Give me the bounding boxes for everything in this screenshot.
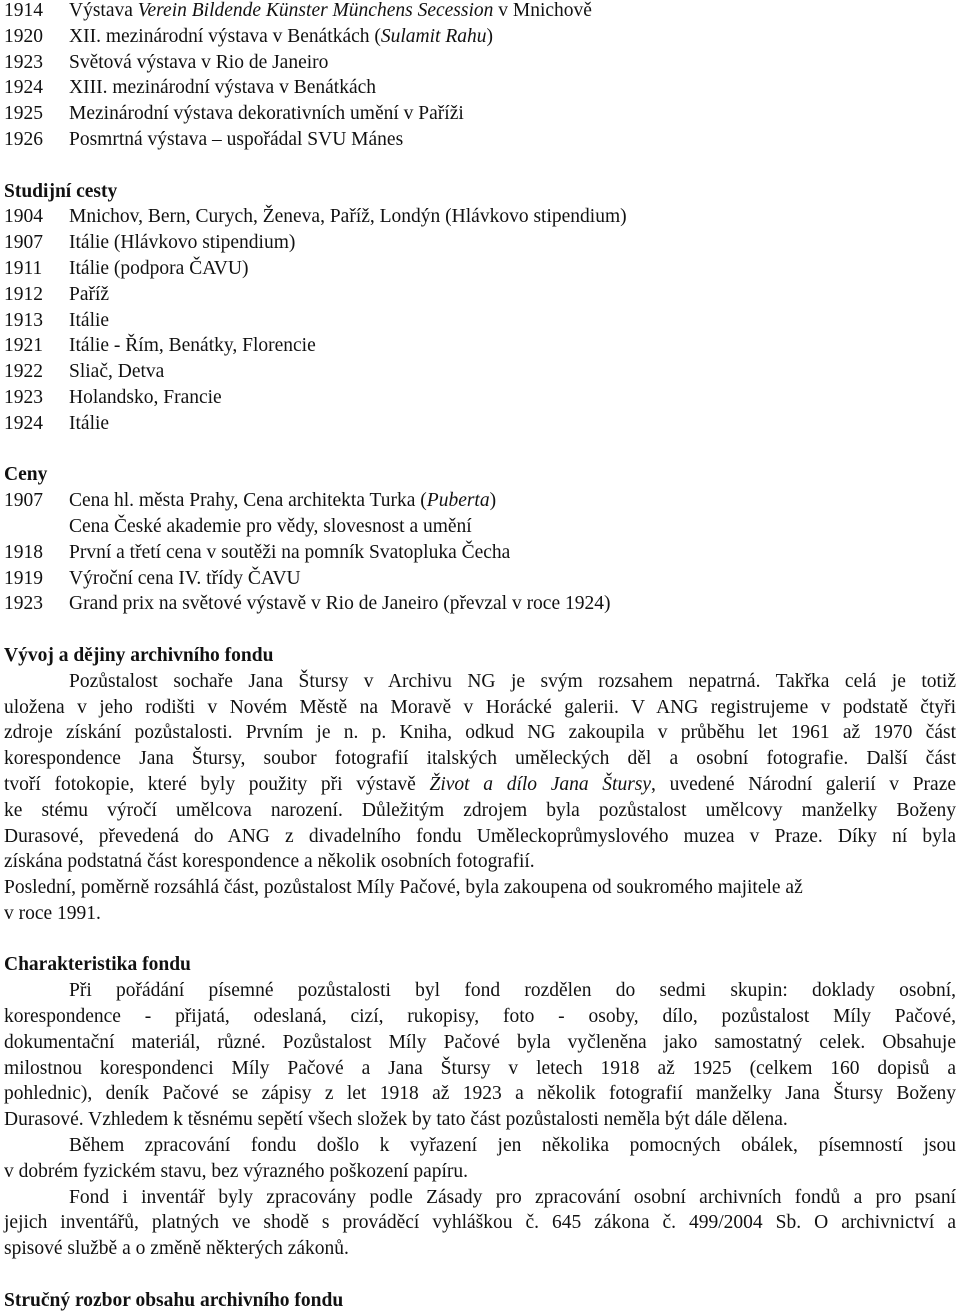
list-item: 1911 Itálie (podpora ČAVU) <box>4 257 249 279</box>
year: 1925 <box>4 103 43 125</box>
exhibitions-list <box>4 0 956 153</box>
paragraph: Při pořádání písemné pozůstalosti byl fond rozdělen do sedmi skupin: doklady osobní, korespondence - přijatá, odeslaná, cizí, rukopisy, foto - osoby, dílo, pozůstalost Míly Pačové, dokumentační materiál, různé. Pozůstalost Míly Pačové byla vyčleněna jako samostatný celek. Obsahuje milostnou korespondenci Míly Pačové a Jana Štursy v letech 1918 až 1925 (celkem 160 dopisů a pohlednic), deník Pačové se zápisy z let 1918 až 1923 a několik fotografií manželky Jana Štursy Boženy Durasové. Vzhledem k těsnému sepětí všech složek by tato část pozůstalosti neměla být dále dělena. <box>4 980 956 1131</box>
list-item: 1920 XII. mezinárodní výstava v Benátkách (Sulamit Rahu) <box>4 24 956 50</box>
awards-list <box>4 488 956 617</box>
list-item: 1923 Světová výstava v Rio de Janeiro <box>4 50 956 76</box>
section-heading-characteristics: Charakteristika fondu <box>4 954 191 976</box>
list-item: 1912 Paříž <box>4 283 110 305</box>
list-item: 1907 Cena hl. města Prahy, Cena architekta Turka (Puberta) <box>4 490 497 512</box>
year: 1914 <box>4 0 43 21</box>
list-item: 1924 XIII. mezinárodní výstava v Benátkách <box>4 75 956 101</box>
paragraph: Fond i inventář byly zpracovány podle Zásady pro zpracování osobní archivních fondů a pro psaní jejich inventářů, platných ve shodě s prováděcí vyhláškou č. 645 zákona č. 499/2004 Sb. O archivnictví a spisové službě a o změně některých zákonů. <box>4 1186 956 1260</box>
year: 1923 <box>4 51 43 73</box>
paragraph: Poslední, poměrně rozsáhlá část, pozůstalost Míly Pačové, byla zakoupena od soukromého majitele až v roce 1991. <box>4 877 803 924</box>
paragraph: Pozůstalost sochaře Jana Štursy v Archivu NG je svým rozsahem nepatrná. Takřka celá je totiž uložena v jeho rodišti v Novém Městě na Moravě v Horácké galerii. V ANG registrujeme v podstatě čtyři zdroje získání pozůstalosti. Prvním je n. p. Kniha, odkud NG zakoupila v průběhu let 1961 až 1970 část korespondence Jana Štursy, soubor fotografií italských uměleckých děl a osobní fotografie. Další část tvoří fotokopie, které byly použity při výstavě Život a dílo Jana Štursy, uvedené Národní galerií v Praze ke stému výročí umělcova narození. Důležitým zdrojem byla pozůstalost umělcovy manželky Boženy Durasové, převedená do ANG z divadelního fondu Uměleckoprůmyslového muzea v Praze. Díky ní byla získána podstatná část korespondence a několik osobních fotografií. <box>4 670 957 873</box>
section-heading-analysis: Stručný rozbor obsahu archivního fondu <box>4 1289 344 1311</box>
paragraph: Během zpracování fondu došlo k vyřazení jen několika pomocných obálek, písemností jsou v dobrém fyzickém stavu, bez výrazného poškození papíru. <box>4 1135 956 1182</box>
list-item: 1923 Grand prix na světové výstavě v Rio de Janeiro (převzal v roce 1924) <box>4 593 611 615</box>
document-page <box>4 0 956 1314</box>
year: 1920 <box>4 25 43 47</box>
year: 1926 <box>4 128 43 150</box>
section-heading-study: Studijní cesty <box>4 180 118 202</box>
list-item: 1913 Itálie <box>4 309 110 331</box>
list-item: 1924 Itálie <box>4 412 110 434</box>
study-list <box>4 204 956 436</box>
list-item: 1926 Posmrtná výstava – uspořádal SVU Mánes <box>4 127 956 153</box>
list-item: 1904 Mnichov, Bern, Curych, Ženeva, Paříž, Londýn (Hlávkovo stipendium) <box>4 206 627 228</box>
list-item: 1922 Sliač, Detva <box>4 361 165 383</box>
list-item: 1914 Výstava Verein Bildende Künster Münchens Secession v Mnichově <box>4 0 956 24</box>
list-item: 1907 Itálie (Hlávkovo stipendium) <box>4 232 296 254</box>
section-heading-awards: Ceny <box>4 464 48 486</box>
list-item: 1921 Itálie - Řím, Benátky, Florencie <box>4 335 316 357</box>
list-item: 1923 Holandsko, Francie <box>4 386 222 408</box>
list-item: Cena České akademie pro vědy, slovesnost a umění <box>69 515 472 537</box>
list-item: 1919 Výroční cena IV. třídy ČAVU <box>4 567 301 589</box>
year: 1924 <box>4 77 43 99</box>
section-heading-history: Vývoj a dějiny archivního fondu <box>4 644 274 666</box>
list-item: 1918 První a třetí cena v soutěži na pomník Svatopluka Čecha <box>4 541 511 563</box>
list-item: 1925 Mezinárodní výstava dekorativních umění v Paříži <box>4 101 956 127</box>
